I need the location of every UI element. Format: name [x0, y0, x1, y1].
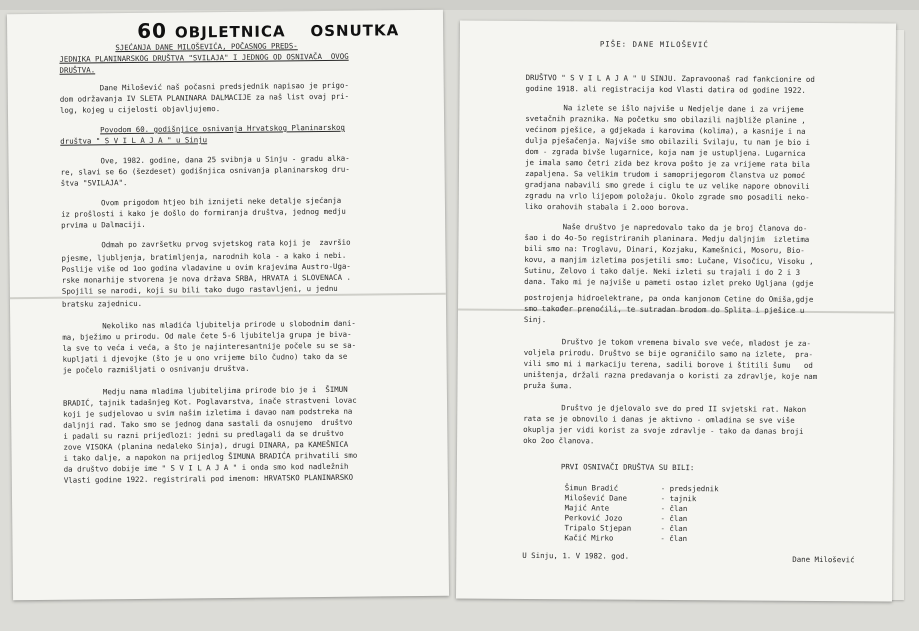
paragraph-line: većinom pješice, a gdjekada i karovima (kolima), a kasnije i na	[525, 124, 806, 136]
paragraph-line: Ove, 1982. godine, dana 25 svibnja u Sinju - gradu alka-	[100, 153, 350, 166]
paragraph-line: Spojili se narodi, koji su bili tako dugo rastavljeni, u jednu	[61, 283, 338, 296]
paragraph-line: iz prošlosti i kako je došlo do formiranja društva, jednog medju	[60, 206, 346, 219]
paragraph-line: i padali su razni prijedlozi: jedni su predlagali da se društvo	[63, 428, 344, 441]
paragraph-line: prvima u Dalmaciji.	[61, 219, 146, 230]
paragraph-line: svetačnih praznika. Na početku smo obilazili najbliže planine ,	[525, 113, 806, 125]
founder-role: - član	[660, 523, 688, 534]
intro-line: Dane Milošević naš počasni predsjednik napisao je prigo-	[99, 80, 349, 93]
paragraph-line: Odmah po završetku prvog svjetskog rata koji je završio	[101, 237, 351, 250]
paragraph-line: Na izlete se išlo najviše u Nedjelje dane i za vrijeme	[563, 103, 804, 114]
paragraph-line: zapaljena. Sa velikim trudom i samoprijegorom članstva uz pomoć	[524, 168, 806, 180]
founder-role: - tajnik	[660, 493, 697, 504]
paragraph-line: koji je sudjelovao u svim našim izletima i davao nam podstreka na	[63, 406, 353, 419]
paragraph-line: dom - zgrada bivše lugarnice, koja nam je ustupljena. Lugarnica	[525, 146, 806, 158]
paragraph-line: pjesme, ljubljenja, bratimljenja, narodnih kola - a kako i nebi.	[61, 250, 347, 263]
paragraph-line: zgradu na vrlo lijepom položaju. Okolo zgrade smo posadili neko-	[524, 190, 810, 202]
paragraph-line: liko orahovih stabala i 2.ooo borova.	[524, 201, 690, 213]
intro-line: log, kojeg u cijelosti objavljujemo.	[59, 104, 221, 115]
founder-name: Majić Ante	[564, 503, 610, 513]
paragraph-line: DRUŠTVO " S V I L A J A " U SINJU. Zapravoonaš rad fankcionire od	[525, 72, 815, 84]
paragraph-line: dana. Tako mi je najviše u pameti ostao izlet preko Ugljana (gdje	[524, 276, 814, 288]
paragraph-line: oko 2oo članova.	[523, 435, 595, 446]
header-line: SJEĆANJA DANE MILOŠEVIĆA, POČASNOG PREDS-	[115, 41, 298, 53]
right-page	[456, 20, 896, 601]
subtitle-line: Povodom 60. godišnjice osnivanja Hrvatskog Planinarskog	[100, 122, 345, 135]
place-date: U Sinju, 1. V 1982. god.	[522, 550, 630, 561]
paragraph-line: gradjana nabavili smo grede i ciglu te uz velike napore obnovili	[524, 179, 810, 191]
paragraph-line: kupljati i djevojke (što je u ono vrijeme bilo čudno) tako da se	[62, 351, 348, 364]
header-line: DRUŠTVA.	[59, 65, 96, 75]
paragraph-line: okuplja jer vidi korist za svoje zdravlje - tako da danas broji	[523, 424, 804, 436]
left-page	[7, 10, 449, 601]
paragraph-line: dulja pješačenja. Najviše smo obilazili Svilaju, tu nam je bio i	[525, 135, 810, 147]
paragraph-line: je imala samo četri zida bez krova pošto je za vrijeme rata bila	[525, 157, 810, 169]
author-header: PIŠE: DANE MILOŠEVIĆ	[599, 39, 709, 50]
paragraph-line: Sutinu, Zelovo i tako dalje. Neki izleti su trajali i do 2 i 3	[524, 265, 801, 277]
founder-role: - član	[660, 503, 688, 514]
paragraph-line: rske monarhije stvorena je nova država SRBA, HRVATA i SLOVENACA .	[61, 272, 351, 285]
header-line: JEDNIKA PLANINARSKOG DRUŠTVA "SVILAJA" I JEDNOG OD OSNIVAČA OVOG	[59, 51, 349, 64]
founder-role: - član	[660, 513, 688, 524]
paragraph-line: šao i do 4o-5o registriranih planinara. Medju daljnjim izletima	[524, 232, 810, 244]
paragraph-line: vili smo mi i markaciju terena, sadili borove i štitili šumu od	[523, 358, 813, 370]
paragraph-line: bratsku zajednicu.	[61, 298, 143, 309]
paragraph-line: BRADIĆ, tajnik tadašnjeg Kot. Poglavarstva, inače strastveni lovac	[62, 395, 357, 408]
founder-name: Kačić Mirko	[564, 533, 614, 543]
subtitle-line: društva " S V I L A J A " u Sinju	[60, 135, 208, 146]
paragraph-line: rata se je obnovilo i danas je aktivno - omladina se sve više	[523, 413, 795, 425]
background-edge	[0, 0, 919, 10]
paragraph-line: pruža šuma.	[523, 380, 573, 391]
paragraph-line: Društvo je tokom vremena bivalo sve veće, mladost je za-	[561, 337, 811, 348]
paragraph-line: je počelo razmišljati o osnivanju društva.	[62, 363, 250, 375]
paragraph-line: Nekoliko nas mladića ljubitelja prirode u slobodnim dani-	[102, 318, 356, 331]
paragraph-line: Društvo je djelovalo sve do pred II svjetski rat. Nakon	[561, 403, 807, 414]
paragraph-line: štva "SVILAJA".	[60, 178, 128, 188]
paragraph-line: Medju namа mladima ljubiteljima prirode bio je i ŠIMUN	[102, 384, 348, 397]
paragraph-line: zove VISOKA (planina nedaleko Sinja), drugi DINARA, pa KAMEŠNICA	[63, 439, 349, 452]
paragraph-line: godine 1918. ali registracija kod Vlasti datira od godine 1922.	[525, 83, 806, 95]
founders-heading: PRVI OSNIVAČI DRUŠTVA SU BILI:	[560, 462, 695, 473]
intro-line: dom održavanja IV SLETA PLANINARA DALMACIJE za naš list ovaj pri-	[59, 91, 350, 104]
founder-name: Tripalo Stjepan	[564, 523, 632, 533]
paragraph-line: uništenja, držali razna predavanja o koristi za zdravlje, koje nam	[523, 369, 818, 381]
founder-name: Šimun Bradić	[564, 483, 619, 493]
paragraph-line: smo također prenoćili, te sutradan brodom do Splita i pješice u	[523, 303, 805, 315]
founder-name: Perković Jozo	[564, 513, 623, 523]
title-number: 60	[136, 18, 168, 43]
title-text: OBJLETNICA OSNUTKA	[174, 21, 400, 42]
signature: Dane Milošević	[792, 554, 855, 565]
paragraph-line: Sinj.	[523, 314, 547, 325]
paragraph-line: kovu, a manjim izletima posjetili smo: Lučane, Visočicu, Visoku ,	[524, 254, 814, 266]
paragraph-line: Naše društvo je napredovalo tako da je broj članova do-	[562, 222, 808, 233]
paragraph-line: Poslije više od 1oo godina vladavine u ovim krajevima Austro-Uga-	[61, 261, 351, 274]
founder-role: - član	[660, 533, 688, 544]
paragraph-line: i tako dalje, a napokon na prijedlog ŠIMUNA BRADIĆA prihvatili smo	[63, 450, 358, 463]
page-title	[137, 16, 399, 43]
paragraph-line: daljnji rad. Tako smo se jednog dana sastali da osnujemo društvo	[63, 417, 353, 430]
paragraph-line: Ovom prigodom htjeo bih iznijeti neke detalje sjećanja	[100, 195, 342, 208]
paragraph-line: Vlasti godine 1922. registrirali pod imenom: HRVATSKO PLANINARSKO	[63, 472, 354, 485]
paragraph-line: re, slavi se 6o (šezdeset) godišnjica osnivanja planinarskog dru-	[60, 164, 350, 177]
paragraph-line: voljela prirodu. Društvo se bije ograničilo samo na izlete, pra-	[523, 347, 813, 359]
paragraph-line: bili smo na: Troglavu, Dinari, Kozjaku, Kamešnici, Mosoru, Bio-	[524, 243, 805, 255]
paragraph-line: la sve to veća i veća, a što je najinteresantnije počele su se sa-	[62, 340, 357, 353]
paragraph-line: ma, bježimo u prirodu. Od male čete 5-6 ljubitelja grupa je biva-	[62, 329, 352, 342]
founder-role: - predsjednik	[660, 483, 719, 494]
founder-name: Milošević Dane	[564, 493, 628, 503]
paragraph-line: da društvo dobije ime " S V I L A J A " i onda smo kod nadležnih	[63, 461, 349, 474]
paragraph-line: postrojenja hidroelektrane, pa onda kanjonom Cetine do Omiša,gdje	[524, 292, 814, 304]
